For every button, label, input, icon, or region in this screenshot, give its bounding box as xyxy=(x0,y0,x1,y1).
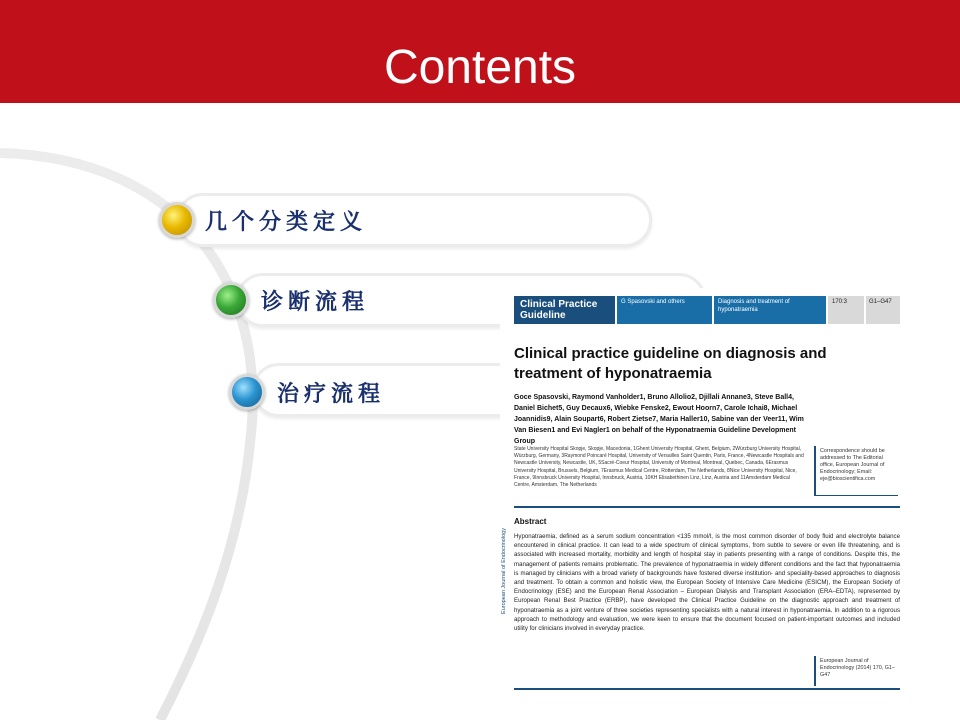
paper-journal-side-label xyxy=(500,524,506,624)
paper-authors: Goce Spasovski, Raymond Vanholder1, Bruno Allolio2, Djillali Annane3, Steve Ball4, Daniel Bichet5, Guy Decaux6, Wiebke Fenske2, Ewout Hoorn7, Carole Ichai8, Michael Joannidis9, Alain Soupart6, Robert Zietse7, Maria Haller10, Sabine van der Veer11, Wim Van Biesen1 and Evi Nagler1 on behalf of the Hyponatraemia Guideline Development Group xyxy=(514,394,804,445)
title-banner xyxy=(0,0,960,103)
paper-section-label: Clinical Practice Guideline xyxy=(514,296,615,324)
paper-pages: G1–G47 xyxy=(866,296,900,324)
paper-volume: 170:3 xyxy=(828,296,864,324)
menu-label-treatment: 治疗流程 xyxy=(277,381,386,407)
paper-citation: European Journal of Endocrinology (2014) 170, G1–G47 xyxy=(814,656,898,686)
menu-label-definitions: 几个分类定义 xyxy=(205,209,368,235)
paper-abstract-heading: Abstract xyxy=(514,517,547,526)
paper-running-authors: G Spasovski and others xyxy=(617,296,712,324)
paper-header-bar xyxy=(514,296,900,324)
paper-divider xyxy=(514,506,900,508)
slide-title: Contents xyxy=(383,41,577,94)
paper-abstract-text: Hyponatraemia, defined as a serum sodium concentration <135 mmol/l, is the most common disorder of body fluid and electrolyte balance encountered in clinical practice. It can lead to a wide spectrum of clinical symptoms, from subtle to severe or even life threatening, and is associated with increased mortality, morbidity and length of hospital stay in patients presenting with a range of conditions. Despite this, the management of patients remains problematic. The prevalence of hyponatraemia in widely different conditions and the fact that hyponatraemia is managed by clinicians with a broad variety of backgrounds have fostered diverse institution- and speciality-based approaches to diagnosis and treatment. To obtain a common and holistic view, the European Society of Intensive Care Medicine (ESICM), the European Society of Endocrinology (ESE) and the European Renal Association – European Dialysis and Transplant Association (ERA–EDTA), represented by European Renal Best Practice (ERBP), have developed the Clinical Practice Guideline on the diagnostic approach and treatment of hyponatraemia as a joint venture of three societies representing specialists with a natural interest in hyponatraemia. In addition to a rigorous approach to methodology and evaluation, we were keen to ensure that the document focused on patient-important outcomes and included utility for clinicians involved in everyday practice. xyxy=(514,533,900,633)
guideline-paper-image xyxy=(500,288,910,700)
paper-bottom-divider xyxy=(514,688,900,690)
paper-running-topic: Diagnosis and treatment of hyponatraemia xyxy=(714,296,826,324)
menu-item-definitions[interactable] xyxy=(176,193,652,247)
blue-bullet-icon xyxy=(229,374,265,410)
journal-name-vertical: European Journal of Endocrinology xyxy=(501,528,507,614)
yellow-bullet-icon xyxy=(159,202,195,238)
paper-title: Clinical practice guideline on diagnosis and treatment of hyponatraemia xyxy=(514,345,827,382)
menu-label-diagnosis: 诊断流程 xyxy=(261,289,370,315)
paper-affiliations: State University Hospital Skopje, Skopje, Macedonia, 1Ghent University Hospital, Ghent, Belgium, 2Würzburg University Hospital, Würzburg, Germany, 3Raymond Poincaré Hospital, University of Versailles Saint Quentin, Paris, France, 4Newcastle Hospitals and Newcastle University, Newcastle, UK, 5Sacré-Coeur Hospital, University of Montreal, Montreal, Quebec, Canada, 6Erasmus University Hospital, Brussels, Belgium, 7Erasmus Medical Centre, Rotterdam, The Netherlands, 8Nice University Hospital, Nice, France, 9Innsbruck University Hospital, Innsbruck, Austria, 10KH Elisabethinen Linz, Linz, Austria and 11Amsterdam Medical Centre, Amsterdam, The Netherlands xyxy=(514,446,804,489)
paper-correspondence: Correspondence should be addressed to The Editorial office, European Journal of Endocrinology; Email: eje@bioscientifica.com xyxy=(814,446,898,496)
green-bullet-icon xyxy=(213,282,249,318)
